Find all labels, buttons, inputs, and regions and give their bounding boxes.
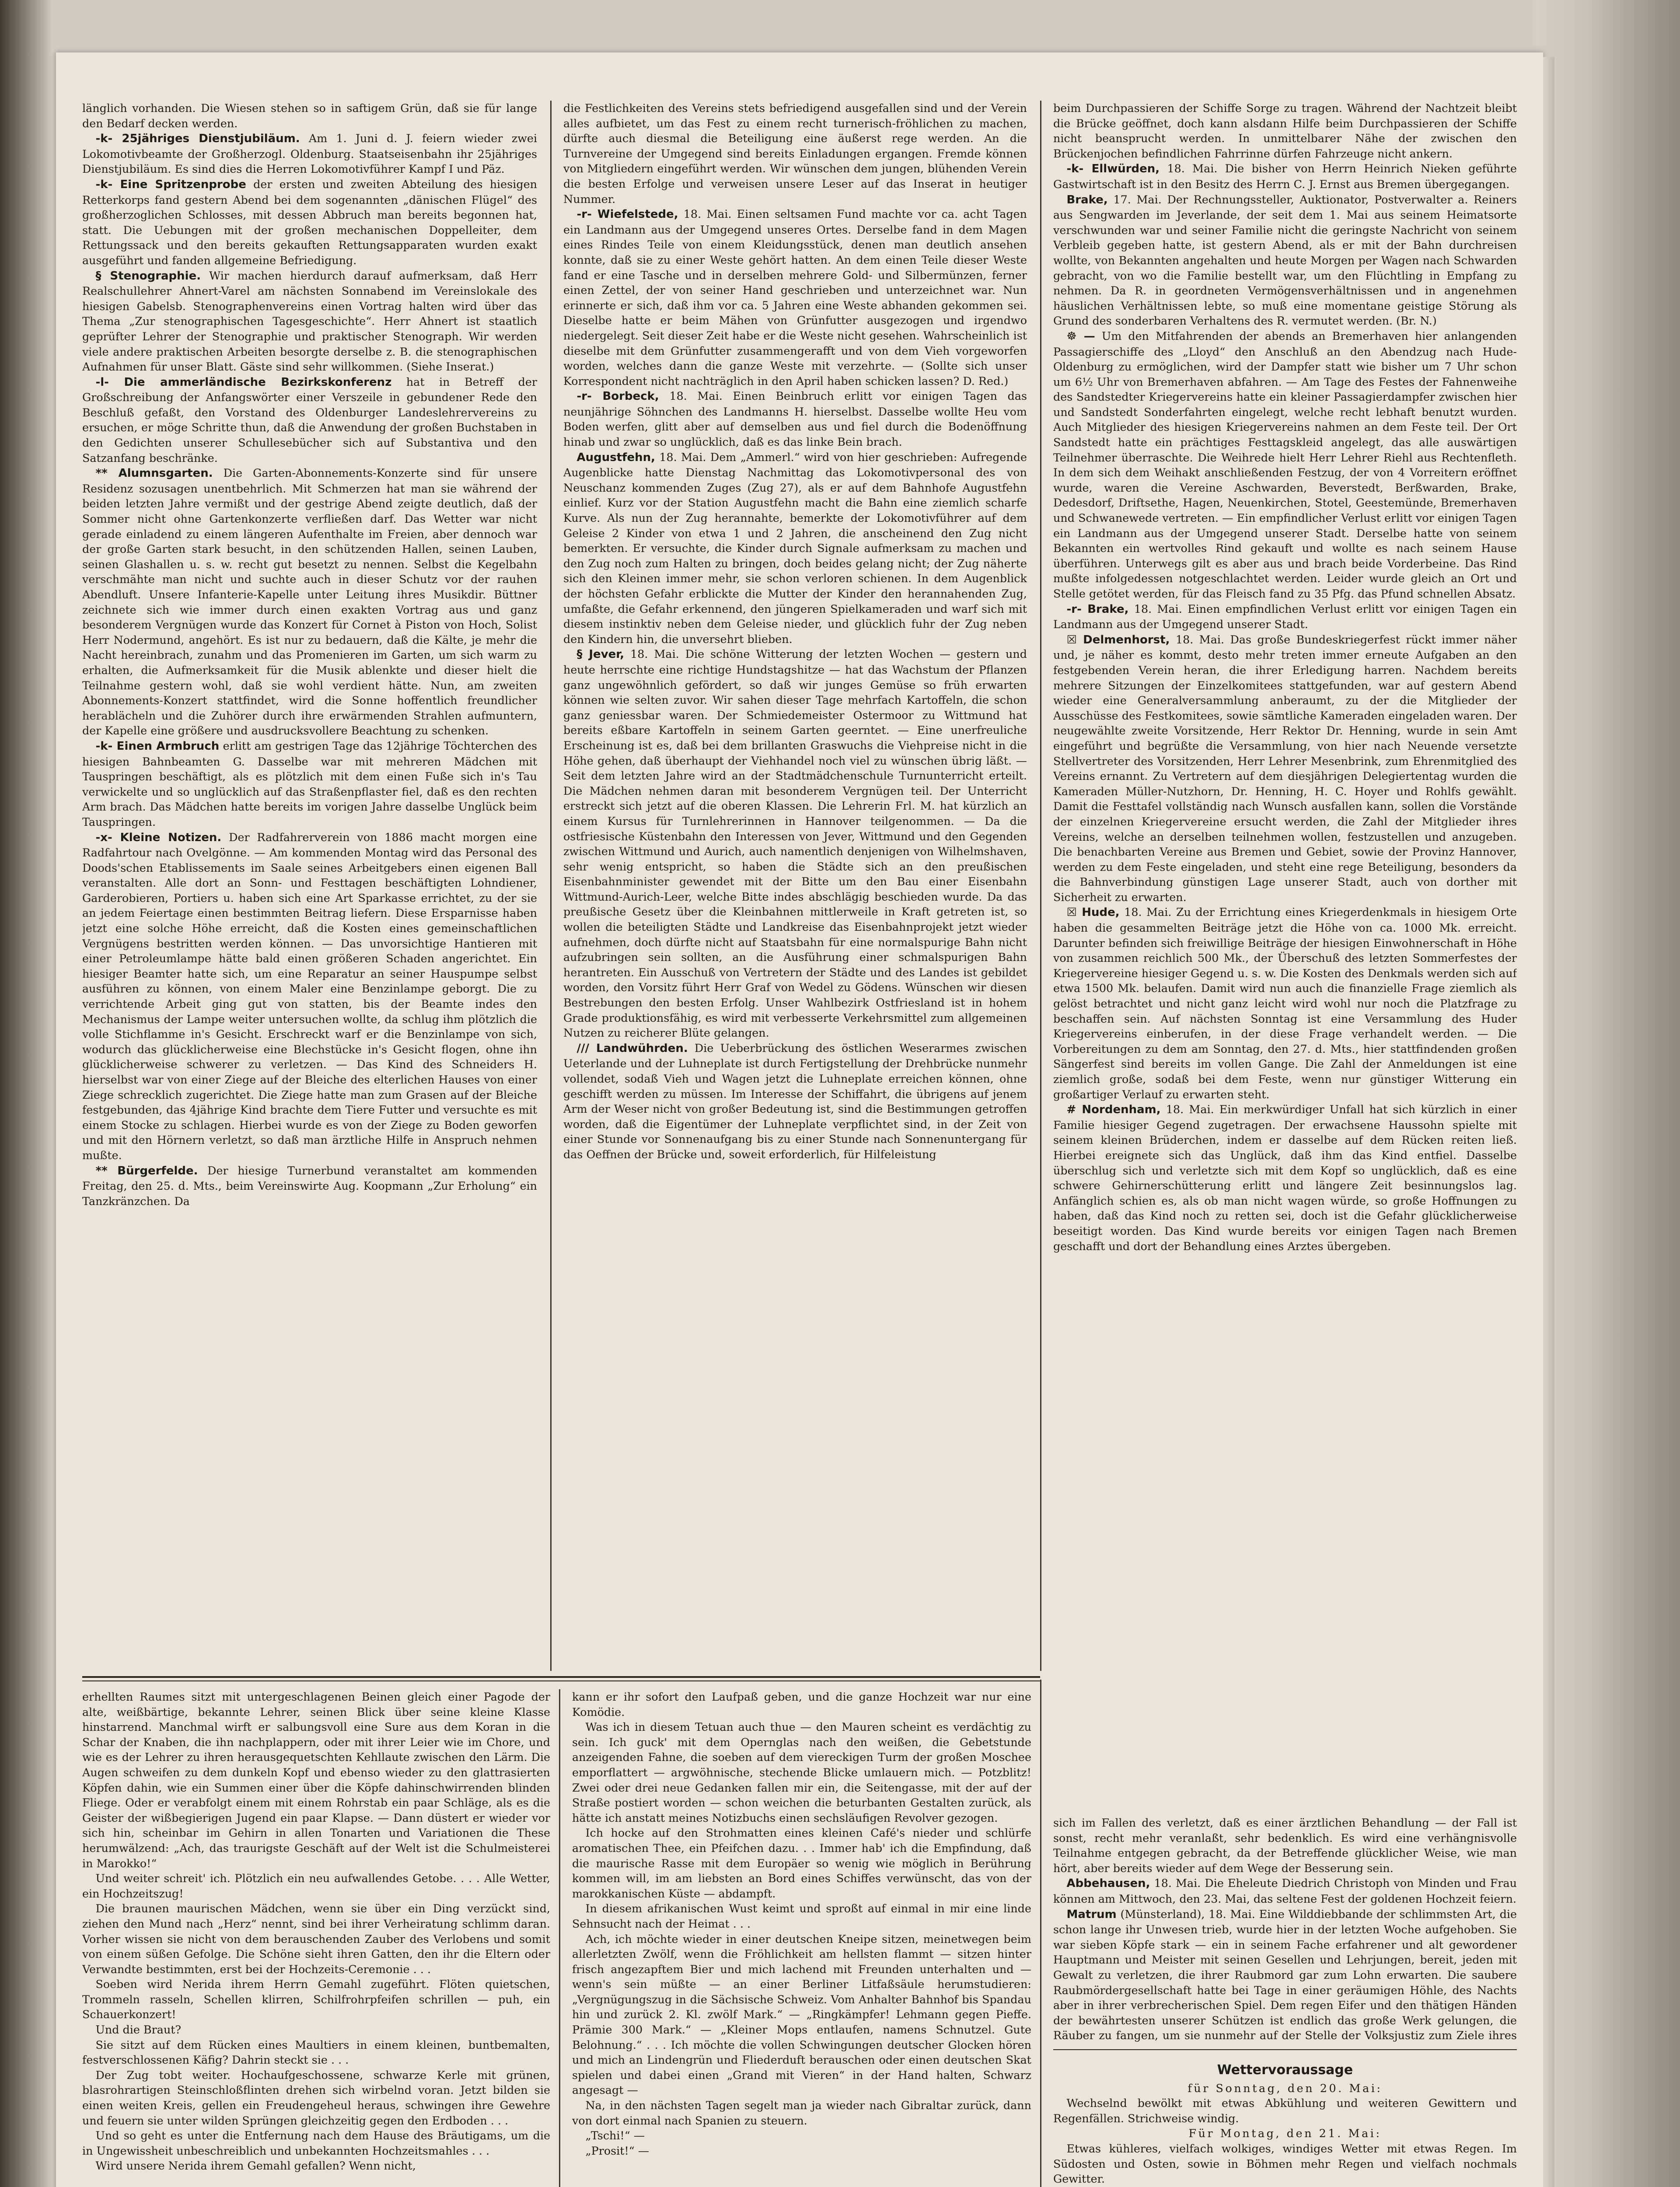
- article-text: Der Radfahrerverein von 1886 macht morgen eine Radfahrtour nach Ovelgönne. — Am kommenden Montag wird das Personal des Doods'schen Etablissements im Saale seines Arbeitgebers einen eigenen Ball veranstalten. Alle dort an Sonn- und Festtagen beschäftigten Lohndiener, Garderobieren, Portiers u. haben sich eine Art Sparkasse errichtet, zu der sie an jedem Feiertage einen bestimmten Beitrag liefern. Diese Ersparnisse haben jetzt eine solche Höhe erreicht, daß die Kosten eines gemeinschaftlichen Vergnügens bestritten werden können. — Das unvorsichtige Hantieren mit einer Petroleumlampe hätte bald einen größeren Schaden angerichtet. Ein hiesiger Beamter hatte sich, um eine Reparatur an seiner Hauspumpe selbst ausführen zu können, von einem Maler eine Benzinlampe geborgt. Die zu verrichtende Arbeit ging gut von statten, bis der Beamte indes den Mechanismus der Lampe weiter untersuchen wollte, da schlug ihm plötzlich die volle Stichflamme in's Gesicht. Erschreckt warf er die Benzinlampe von sich, wodurch das glücklicherweise eine Blechstücke in's Gesicht flogen, ohne ihn glücklicherweise schwerer zu verletzen. — Das Kind des Schneiders H. hierselbst war von einer Ziege auf der Bleiche des elterlichen Hauses von einer Ziege schrecklich zugerichtet. Die Ziege hatte man zum Grasen auf der Bleiche festgebunden, das 4jährige Kind brachte dem Tiere Futter und versuchte es mit einem Stocke zu schlagen. Hierbei wurde es von der Ziege zu Boden geworfen und mit den Hörnern verletzt, so daß man ärztliche Hilfe in Anspruch nehmen mußte.: [82, 830, 537, 1162]
- upper-column-2: [563, 101, 1027, 1671]
- article-paragraph: [572, 1901, 1031, 1931]
- article-headline: ☒ Delmenhorst,: [1066, 633, 1170, 646]
- article-headline: ☒ Hude,: [1066, 906, 1120, 919]
- article-text: die Festlichkeiten des Vereins stets befriedigend ausgefallen sind und der Verein alles aufbietet, um das Fest zu einem recht turnerisch-fröhlichen zu machen, dürfte auch diesmal die Beteiligung eine äußerst rege werden. An die Turnvereine der Umgegend sind bereits Einladungen ergangen. Fremde können von Mitgliedern eingeführt werden. Wir wünschen dem jungen, blühenden Verein die besten Erfolge und verweisen unsere Leser auf das Inserat in heutiger Nummer.: [563, 101, 1027, 206]
- article-text: 18. Mai. Die Eheleute Diedrich Christoph von Minden und Frau können am Mittwoch, den 23. Mai, das seltene Fest der goldenen Hochzeit feiern.: [1053, 1876, 1517, 1905]
- article-text: 18. Mai. Das große Bundeskriegerfest rückt immer näher und, je näher es kommt, desto mehr treten immer erneute Aufgaben an den festgebenden Verein heran, die ihrer Erledigung harren. Nachdem bereits mehrere Sitzungen der Einzelkomitees stattgefunden, war auf gestern Abend wieder eine Generalversammlung anberaumt, zu der die Mitglieder der Ausschüsse des Festkomitees, sowie sämtliche Kameraden eingeladen waren. Der neugewählte zweite Vorsitzende, Herr Rektor Dr. Henning, wurde in sein Amt eingeführt und begrüßte die Versammlung, von hier nach Neuende versetzte Stellvertreter des Vorsitzenden, Herr Lehrer Mesenbrink, zum Ehrenmitglied des Vereins ernannt. Zu Vertretern auf dem diesjährigen Delegiertentag wurden die Kameraden Müller-Nutzhorn, Dr. Henning, H. C. Hoyer und Rohlfs gewählt. Damit die Festtafel vollständig nach Wunsch ausfallen kann, sollen die Vorstände der einzelnen Kriegervereine ersucht werden, die Zahl der Mitglieder ihres Vereins, welche an derselben teilnehmen wollen, festzustellen und anzugeben. Die benachbarten Vereine aus Bremen und Gebiet, sowie der Provinz Hannover, werden zu dem Feste eingeladen, und steht eine rege Beteiligung, besonders da die Bahnverbindung günstigen Lage unserer Stadt, auch von dorther mit Sicherheit zu erwarten.: [1053, 632, 1517, 904]
- article-paragraph: [82, 1871, 550, 1901]
- article-text: Soeben wird Nerida ihrem Herrn Gemahl zugeführt. Flöten quietschen, Trommeln rasseln, Schellen klirren, Schilfrohrpfeifen schrillen — puh, ein Schauerkonzert!: [82, 1977, 550, 2021]
- weather-day1-text: Wechselnd bewölkt mit etwas Abkühlung und weiteren Gewittern und Regenfällen. Strichweise windig.: [1053, 2096, 1517, 2125]
- article-paragraph: [82, 2068, 550, 2128]
- article-text: Der Zug tobt weiter. Hochaufgeschossene, schwarze Kerle mit grünen, blasrohrartigen Steinschloßflinten drehen sich wirbelnd voran. Jetzt bilden sie einen weiten Kreis, gellen ein Freudengeheul heraus, schwingen ihre Gewehre und feuern sie unter wilden Sprüngen gleichzeitig gegen den Erdboden . . .: [82, 2068, 550, 2127]
- article-text: 18. Mai. Zu der Errichtung eines Kriegerdenkmals in hiesigem Orte haben die gesammelten Beiträge jetzt die Höhe von ca. 1000 Mk. erreicht. Darunter befinden sich freiwillige Beiträge der hiesigen Einwohnerschaft in Höhe von zusammen reichlich 500 Mk., der Überschuß des letzten Sommerfestes der Kriegervereine hiesiger Gegend u. s. w. Die Kosten des Denkmals werden sich auf etwa 1500 Mk. belaufen. Damit wird nun auch die finanzielle Frage ziemlich als gelöst betrachtet und nicht ganz leicht wird wohl nur noch die Platzfrage zu beschaffen sein. Auf nächsten Sonntag ist eine Versammlung des Huder Kriegervereins einberufen, in der diese Frage verhandelt werden. — Die Vorbereitungen zu dem am Sonntag, den 27. d. Mts., hier stattfindenden großen Sängerfest sind bereits im vollen Gange. Die Zahl der Anmeldungen ist eine ziemlich große, sodaß bei dem Feste, wenn nur günstiger Witterung ein großartiger Verlauf zu erwarten steht.: [1053, 905, 1517, 1101]
- article-headline: ** Bürgerfelde.: [95, 1164, 198, 1177]
- article-paragraph: [1053, 328, 1517, 601]
- article-text: Ich hocke auf den Strohmatten eines kleinen Café's nieder und schlürfe aromatischen Thee, ein Pfeifchen dazu. . . Immer hab' ich die Empfindung, daß die maurische Rasse mit dem Europäer so wenig wie möglich in Berührung kommen will, im am liebsten an Bord eines Schiffes verwünscht, das von der marokkanischen Küste — abdampft.: [572, 1826, 1031, 1900]
- feuilleton-divider-thin: [82, 1680, 1040, 1681]
- article-paragraph: [82, 2158, 550, 2173]
- article-paragraph: [572, 1719, 1031, 1825]
- article-text: länglich vorhanden. Die Wiesen stehen so in saftigem Grün, daß sie für lange den Bedarf decken werden.: [82, 101, 537, 130]
- article-text: Die Garten-Abonnements-Konzerte sind für unsere Residenz sozusagen unentbehrlich. Mit Schmerzen hat man sie während der beiden letzten Jahre vermißt und der gestrige Abend zeigte deutlich, daß der Sommer nicht ohne Gartenkonzerte verfließen darf. Das Wetter war nicht gerade einladend zu einem längeren Aufenthalte im Freien, aber dennoch war der große Garten stark besucht, in den schützenden Hallen, seinen Lauben, seinen Glashallen u. s. w. recht gut besetzt zu nennen. Selbst die Kegelbahn verschmähte man nicht und suchte auch in dieser Schutz vor der rauhen Abendluft. Unsere Infanterie-Kapelle unter Leitung ihres Musikdir. Büttner zeichnete sich wie immer durch einen exakten Vortrag aus und ganz besonderem Vergnügen wurde das Konzert für Cornet à Piston von Hoch, Solist Herr Nodermund, angehört. Es ist nur zu bedauern, daß die Kälte, je mehr die Nacht hereinbrach, zunahm und das Promenieren im Garten, um sich warm zu erhalten, die Aufmerksamkeit für die Musik ablenkte und dieser hielt die Teilnahme gestern wohl, daß sie wohl verdient hätte. Nun, am zweiten Abonnements-Konzert stattfindet, wird die Sonne hoffentlich freundlicher herablächeln und die Zuhörer durch ihre erwärmenden Strahlen aufmuntern, der Kapelle eine größere und ausdrucksvollere Beachtung zu schenken.: [82, 466, 537, 737]
- article-paragraph: [82, 2128, 550, 2158]
- article-paragraph: [82, 2022, 550, 2037]
- article-headline: -k- 25jähriges Dienstjubiläum.: [95, 132, 300, 146]
- article-headline: Abbehausen,: [1066, 1877, 1150, 1890]
- article-headline: # Nordenham,: [1066, 1103, 1161, 1117]
- article-paragraph: [1053, 905, 1517, 1102]
- upper-section: [56, 52, 1543, 1680]
- article-paragraph: [82, 268, 537, 374]
- article-text: 18. Mai. Dem „Ammerl.“ wird von hier geschrieben: Aufregende Augenblicke hatte Dienstag Nachmittag das Lokomotivpersonal des von Neuschanz kommenden Zuges (Zug 27), als er auf dem Bahnhofe Augustfehn einlief. Kurz vor der Station Augustfehn macht die Bahn eine ziemlich scharfe Kurve. Als nun der Zug herannahte, bemerkte der Lokomotivführer auf dem Geleise 2 Kinder von etwa 1 und 2 Jahren, die anscheinend den Zug nicht bemerkten. Er versuchte, die Kinder durch Signale aufmerksam zu machen und den Zug noch zum Halten zu bringen, doch beides gelang nicht; der Zug näherte sich den Kleinen immer mehr, sie schon verloren schienen. In dem Augenblick der höchsten Gefahr erblickte die Mutter der Kinder den herannahenden Zug, umfaßte, die Gefahr erkennend, den jüngeren Spielkameraden und warf sich mit diesem instinktiv neben dem Geleise nieder, und glücklich fuhr der Zug neben den Kindern hin, die unversehrt blieben.: [563, 450, 1027, 646]
- article-paragraph: [1053, 632, 1517, 905]
- article-text: Der hiesige Turnerbund veranstaltet am kommenden Freitag, den 25. d. Mts., beim Vereinswirte Aug. Koopmann „Zur Erholung“ ein Tanzkränzchen. Da: [82, 1163, 537, 1208]
- article-paragraph: [1053, 101, 1517, 161]
- article-headline: -k- Einen Armbruch: [95, 739, 220, 753]
- feuilleton-column-1: [82, 1689, 550, 2187]
- article-headline: -k- Ellwürden,: [1066, 162, 1160, 176]
- article-text: Und die Braut?: [95, 2023, 182, 2037]
- article-paragraph: [82, 1977, 550, 2022]
- article-paragraph: [82, 2037, 550, 2068]
- article-headline: Augustfehn,: [576, 451, 655, 464]
- article-headline: -r- Borbeck,: [576, 390, 659, 403]
- article-headline: -r- Brake,: [1066, 602, 1129, 616]
- article-text: „Prosit!“ —: [585, 2144, 650, 2157]
- article-text: Und weiter schreit' ich. Plötzlich ein neu aufwallendes Getobe. . . . Alle Wetter, ein Hochzeitszug!: [82, 1872, 550, 1900]
- article-paragraph: [82, 738, 537, 830]
- article-headline: -k- Eine Spritzenprobe: [95, 178, 246, 191]
- article-headline: § Stenographie.: [95, 269, 201, 283]
- article-text: 17. Mai. Der Rechnungssteller, Auktionator, Postverwalter a. Reiners aus Sengwarden im Jeverlande, der seit dem 1. Mai aus seinem Heimatsorte verschwunden war und seiner Familie nicht die geringste Nachricht von seinem Verbleib gegeben hatte, ist gestern Abend, als er mit der Bahn durchreisen wollte, von Bekannten angehalten und heute Morgen per Wagen nach Schwarden gebracht, von wo die Familie bestellt war, um den Flüchtling in Empfang zu nehmen. Da R. in geordneten Vermögensverhältnissen und in angenehmen häuslichen Verhältnissen lebte, so muß eine momentane geistige Störung als Grund des sonderbaren Verhaltens des R. vermutet werden. (Br. N.): [1053, 192, 1517, 328]
- article-paragraph: [1053, 601, 1517, 632]
- article-headline: ☸ —: [1066, 329, 1095, 343]
- article-paragraph: [1053, 192, 1517, 328]
- article-paragraph: [82, 177, 537, 268]
- newspaper-page: [56, 52, 1543, 2187]
- column-rule: [1040, 101, 1041, 1671]
- article-text: 18. Mai. Die schöne Witterung der letzten Wochen — gestern und heute herrschte eine richtige Hundstagshitze — hat das Wachstum der Pflanzen ganz ungewöhnlich gefördert, so daß wir junges Gemüse so früh erwarten können wie selten zuvor. Wir sahen dieser Tage mehrfach Kartoffeln, die schon ganz geniessbar waren. Der Schmiedemeister Ostermoor zu Wittmund hat bereits eßbare Kartoffeln in seinem Garten geerntet. — Eine unerfreuliche Erscheinung ist es, daß bei dem brillanten Graswuchs die Viehpreise nicht in die Höhe gehen, daß überhaupt der Viehhandel noch viel zu wünschen übrig läßt. — Seit dem letzten Jahre wird an der Stadtmädchenschule Turnunterricht erteilt. Die Mädchen nehmen daran mit besonderem Vergnügen teil. Der Unterricht erstreckt sich jetzt auf die oberen Klassen. Die Lehrerin Frl. M. hat kürzlich an einem Kursus für Turnlehrerinnen in Hannover teilgenommen. — Da die ostfriesische Küstenbahn den Interessen von Jever, Wittmund und den Gegenden zwischen Wittmund und Aurich, auch namentlich denjenigen von Wilhelmshaven, sehr wenig entspricht, so haben die Städte sich an den preußischen Eisenbahnminister gewendet mit der Bitte um den Bau einer Eisenbahn Wittmund-Aurich-Leer, welche Bitte indes abschlägig beschieden wurde. Da das preußische Gesetz über die Kleinbahnen mittlerweile in Kraft getreten ist, so wollen die beteiligten Städte und Landkreise das Eisenbahnprojekt jetzt wieder aufnehmen, doch dürfte nicht auf Staatsbahn für eine normalspurige Bahn nicht aufzubringen sein sollten, an die Ausführung einer schmalspurigen Bahn herantreten. Ein Ausschuß von Vertretern der Städte und des Landes ist gebildet worden, den Vorsitz führt Herr Graf von Wedel zu Gödens. Wünschen wir diesen Bestrebungen den besten Erfolg. Unser Wahlbezirk Ostfriesland ist in hohem Grade produktionsfähig, es wird mit verbesserte Verkehrsmittel zum allgemeinen Nutzen zu reicherer Blüte gelangen.: [563, 647, 1027, 1040]
- article-paragraph: [82, 1163, 537, 1209]
- article-paragraph: [563, 388, 1027, 449]
- article-text: In diesem afrikanischen Wust keimt und sproßt auf einmal in mir eine linde Sehnsucht nach der Heimat . . .: [572, 1902, 1031, 1930]
- feuilleton-column-2: [572, 1689, 1031, 2187]
- article-text: Am 1. Juni d. J. feiern wieder zwei Lokomotivbeamte der Großherzogl. Oldenburg. Staatseisenbahn ihr 25jähriges Dienstjubiläum. Es sind dies die Herren Lokomotivführer Kampf I und Päz.: [82, 132, 537, 176]
- article-text: 18. Mai. Die bisher von Herrn Heinrich Nieken geführte Gastwirtschaft ist in den Besitz des Herrn C. J. Ernst aus Bremen übergegangen.: [1053, 162, 1517, 191]
- article-paragraph: [563, 646, 1027, 1040]
- article-paragraph: [82, 1901, 550, 1977]
- article-text: Na, in den nächsten Tagen segelt man ja wieder nach Gibraltar zurück, dann von dort einmal nach Spanien zu steuern.: [572, 2099, 1031, 2127]
- article-text: 18. Mai. Einen seltsamen Fund machte vor ca. acht Tagen ein Landmann aus der Umgegend unseres Ortes. Derselbe fand in dem Magen eines Rindes Teile von einem Kleidungsstück, denen man deutlich ansehen konnte, daß sie zu einer Weste gehört hatten. An dem einen Teile dieser Weste fand er eine Tasche und in derselben mehrere Gold- und Silbermünzen, ferner einen Zettel, der von seiner Hand geschrieben und unterzeichnet war. Nun erinnerte er sich, daß ihm vor ca. 5 Jahren eine Weste abhanden gekommen sei. Dieselbe hatte er beim Mähen von Grünfutter ausgezogen und irgendwo niedergelegt. Seit dieser Zeit habe er die Weste nicht gesehen. Wahrscheinlich ist dieselbe mit dem Grünfutter zusammengerafft und von dem Vieh vorgeworfen worden, welches dann die ganze Weste mit verzehrte. — (Sollte sich unser Korrespondent nicht nachträglich in den April haben schicken lassen? D. Red.): [563, 207, 1027, 388]
- article-paragraph: [1053, 1815, 1517, 1876]
- weather-day2-heading: Für Montag, den 21. Mai:: [1188, 2127, 1382, 2140]
- weather-day2-text: Etwas kühleres, vielfach wolkiges, windiges Wetter mit etwas Regen. Im Südosten und Osten, sowie in Böhmen mehr Regen und vielfach nochmals Gewitter.: [1053, 2142, 1517, 2186]
- article-headline: /// Landwührden.: [576, 1041, 688, 1055]
- feuilleton-divider: [82, 1676, 1040, 1678]
- upper-column-3: [1053, 101, 1517, 1793]
- article-paragraph: [563, 450, 1027, 647]
- article-paragraph: [572, 2143, 1031, 2159]
- article-text: „Tschi!“ —: [585, 2129, 645, 2142]
- article-paragraph: [82, 465, 537, 738]
- article-paragraph: [82, 131, 537, 177]
- article-paragraph: [1053, 1876, 1517, 1906]
- article-paragraph: [82, 101, 537, 131]
- lower-section: [56, 1684, 1543, 2187]
- article-headline: § Jever,: [576, 648, 625, 661]
- article-text: Sie sitzt auf dem Rücken eines Maultiers in einem kleinen, buntbemalten, festverschlossenen Käfig? Dahrin steckt sie . . .: [82, 2038, 550, 2067]
- article-headline: ** Alumnsgarten.: [95, 467, 213, 480]
- article-paragraph: [563, 101, 1027, 206]
- upper-column-1: [82, 101, 537, 1671]
- weather-divider: [1053, 2049, 1517, 2050]
- article-headline: Brake,: [1066, 193, 1108, 206]
- article-paragraph: [563, 206, 1027, 388]
- article-text: erlitt am gestrigen Tage das 12jährige Töchterchen des hiesigen Bahnbeamten G. Dasselbe war mit mehreren Mädchen mit Tauspringen beschäftigt, als es plötzlich mit dem einen Fuße sich in's Tau verwickelte und so unglücklich auf das Straßenpflaster fiel, daß es den rechten Arm brach. Das Mädchen hatte bereits im vorigen Jahre dasselbe Unglück beim Tauspringen.: [82, 739, 537, 828]
- column-rule: [1040, 1680, 1041, 2187]
- article-headline: Matrum: [1066, 1908, 1117, 1921]
- article-paragraph: [82, 830, 537, 1163]
- article-paragraph: [82, 374, 537, 466]
- article-paragraph: [572, 1689, 1031, 1719]
- article-paragraph: [1053, 1907, 1517, 2043]
- article-text: erhellten Raumes sitzt mit untergeschlagenen Beinen gleich einer Pagode der alte, weißbärtige, bekannte Lehrer, seinen Blick über seine kleine Klasse hinstarrend. Manchmal wirft er salbungsvoll eine Sure aus dem Koran in die Schar der Knaben, die ihn nachplappern, oder mit ihrer Leier wie im Chore, und wie es der Lehrer zu ihren herausgequetschten Kehllaute zwischen den Lärm. Die Augen schweifen zu dem dunkeln Kopf und ebenso wieder zu den glattrasierten Köpfen dahin, wie ein Summen einer über die Köpfe dahinschwirrenden blinden Fliege. Oder er verabfolgt einem mit einem Rohrstab ein paar Schläge, als es die Geister der wißbegierigen Jugend ein paar Klapse. — Dann düstert er wieder vor sich hin, scheinbar im Gehirn in allen Tonarten und Variationen die These herumwälzend: „Ach, das traurigste Geschäft auf der Welt ist die Schulmeisterei in Marokko!“: [82, 1690, 550, 1870]
- article-text: der ersten und zweiten Abteilung des hiesigen Retterkorps fand gestern Abend bei dem sogenannten „dänischen Flügel“ des großherzoglichen Schlosses, mit dessen Abbruch man bereits begonnen hat, statt. Die Uebungen mit der großen mechanischen Doppelleiter, dem Rettungssack und den bereits gekauften Rettungsapparaten wurden exakt ausgeführt und fanden allgemeine Befriedigung.: [82, 177, 537, 267]
- scan-left-edge: [0, 0, 52, 2187]
- article-text: sich im Fallen des verletzt, daß es einer ärztlichen Behandlung — der Fall ist sonst, recht mehr veranlaßt, sehr bedenklich. Es wird eine verhängnisvolle Teilnahme entgegen gebracht, da der Betreffende glücklicher Weise, wie man hört, aber bereits wieder auf dem Wege der Besserung sein.: [1053, 1816, 1517, 1875]
- article-paragraph: [572, 1825, 1031, 1901]
- article-headline: -r- Wiefelstede,: [576, 208, 678, 221]
- article-text: Was ich in diesem Tetuan auch thue — den Mauren scheint es verdächtig zu sein. Ich guck' mit dem Opernglas nach den weißen, die Gebetstunde anzeigenden Fahne, die soeben auf dem viereckigen Turm der großen Moschee emporflattert — argwöhnische, stechende Blicke umlauern mich. — Potzblitz! Zwei oder drei neue Gedanken fallen mir ein, die Seitengasse, mit der auf der Straße postiert worden — schon weichen die beturbanten Gestalten zurück, als hätte ich anstatt meines Notizbuchs einen sechsläufigen Revolver gezogen.: [572, 1720, 1031, 1824]
- article-headline: -x- Kleine Notizen.: [95, 831, 222, 844]
- article-text: hat in Betreff der Großschreibung der Anfangswörter einer Verszeile in gebundener Rede den Beschluß gefaßt, den Vorstand des Oldenburger Landeslehrervereins zu ersuchen, er möge Schritte thun, daß die Anwendung der großen Buchstaben in den Gedichten unserer Schullesebücher sich auf Substantiva und den Satzanfang beschränke.: [82, 375, 537, 465]
- weather-forecast: [1053, 2060, 1517, 2187]
- article-text: 18. Mai. Einen Beinbruch erlitt vor einigen Tagen das neunjährige Söhnchen des Landmanns H. hierselbst. Dasselbe wollte Heu vom Boden werfen, glitt aber auf demselben aus und fiel durch die Bodenöffnung hinab und zwar so unglücklich, daß es das linke Bein brach.: [563, 389, 1027, 449]
- column-rule: [559, 1689, 560, 2187]
- weather-day1-heading: für Sonntag, den 20. Mai:: [1188, 2081, 1383, 2095]
- article-headline: -l- Die ammerländische Bezirkskonferenz: [95, 375, 392, 389]
- article-paragraph: [572, 2098, 1031, 2128]
- article-paragraph: [1053, 161, 1517, 192]
- article-text: 18. Mai. Einen empfindlichen Verlust erlitt vor einigen Tagen ein Landmann aus der Umgegend unserer Stadt.: [1053, 602, 1517, 631]
- article-paragraph: [572, 2128, 1031, 2143]
- article-text: Und so geht es unter die Entfernung nach dem Hause des Bräutigams, um die in Ungewissheit unbeschreiblich und unbekannten Hochzeitsmahles . . .: [82, 2129, 550, 2157]
- article-paragraph: [563, 1041, 1027, 1162]
- article-text: kann er ihr sofort den Laufpaß geben, und die ganze Hochzeit war nur eine Komödie.: [572, 1690, 1031, 1719]
- article-text: (Münsterland), 18. Mai. Eine Wilddiebbande der schlimmsten Art, die schon lange ihr Unwesen trieb, wurde hier in der letzten Woche aufgehoben. Sie war sieben Köpfe stark — ein in seinem Fache erfahrener und alt gewordener Hauptmann und Meister mit seinen Gesellen und Lehrjungen, bereit, jeden mit Gewalt zu verletzen, die ihrer Raubmord gar zum Lohn erwarten. Die saubere Raubmördergesellschaft hatte bei Tage in einer geräumigen Höhle, des Nachts aber in ihrer verbrecherischen Spiel. Dem regen Eifer und den thätigen Händen der bewährtesten unserer Schützen ist endlich das große Werk gelungen, die Räuber zu fangen, um sie nunmehr auf der Stelle der Volksjustiz zum Ziele ihres: [1053, 1907, 1517, 2042]
- article-paragraph: [572, 1932, 1031, 2098]
- lower-news-column: [1053, 1815, 1517, 2043]
- article-paragraph: [1053, 1102, 1517, 1254]
- column-rule: [550, 101, 552, 1671]
- scan-right-edge: [1536, 0, 1680, 2187]
- article-text: Wir machen hierdurch darauf aufmerksam, daß Herr Realschullehrer Ahnert-Varel am nächsten Sonnabend im Vereinslokale des hiesigen Gabelsb. Stenographenvereins einen Vortrag halten wird über das Thema „Zur stenographischen Tagesgeschichte“. Herr Ahnert ist staatlich geprüfter Lehrer der Stenographie und praktischer Stenograph. Wir werden viele andere praktischen Arbeiten besorgte derselbe z. B. die stenographischen Aufnahmen für unser Blatt. Gäste sind sehr willkommen. (Siehe Inserat.): [82, 269, 537, 374]
- article-text: Um den Mitfahrenden der abends an Bremerhaven hier anlangenden Passagierschiffe des „Lloyd“ den Anschluß an den Abendzug nach Hude-Oldenburg zu ermöglichen, wird der Dampfer statt wie bisher um 7 Uhr schon um 6½ Uhr von Bremerhaven abfahren. — Am Tage des Festes der Fahnenweihe des Sandstedter Kriegervereins hatte ein kleiner Passagierdampfer zwischen hier und Sandstedt Sonderfahrten eingelegt, welche recht lebhaft benutzt wurden. Auch Mitglieder des hiesigen Kriegervereins nahmen an dem Feste teil. Der Ort Sandstedt hatte ein prächtiges Festtagskleid angelegt, das alle auswärtigen Teilnehmer überraschte. Die Weihrede hielt Herr Lehrer Riehl aus Rechtenfleth. In dem sich dem Weihakt anschließenden Festzug, der von 4 Vorreitern eröffnet wurde, waren die Vereine Aschwarden, Beverstedt, Berßwarden, Brake, Dedesdorf, Driftsethe, Hagen, Neuenkirchen, Stotel, Geestemünde, Bremerhaven und Schwanewede vertreten. — Ein empfindlicher Verlust erlitt vor einigen Tagen ein Landmann aus der Umgegend unserer Stadt. Derselbe hatte von seinem Bekannten ein wertvolles Rind gekauft und wollte es nach seinem Hause überführen. Unterwegs gilt es aber aus und brach beide Vorderbeine. Das Rind mußte infolgedessen notgeschlachtet werden. Leider wurde gleich an Ort und Stelle getötet werden, für das Fleisch fand zu 35 Pfg. das Pfund schnellen Absatz.: [1053, 329, 1517, 600]
- weather-title: Wettervoraussage: [1217, 2062, 1353, 2078]
- article-text: beim Durchpassieren der Schiffe Sorge zu tragen. Während der Nachtzeit bleibt die Brücke geöffnet, doch kann alsdann Hilfe beim Durchpassieren der Schiffe nicht beansprucht werden. In unmittelbarer Nähe der zwischen den Brückenjochen befindlichen Fahrrinne dürfen Fahrzeuge nicht ankern.: [1053, 101, 1517, 160]
- article-text: 18. Mai. Ein merkwürdiger Unfall hat sich kürzlich in einer Familie hiesiger Gegend zugetragen. Der erwachsene Haussohn spielte mit seinem kleinen Brüderchen, indem er dasselbe auf dem Rücken reiten ließ. Hierbei ereignete sich das Unglück, daß ihm das Kind entfiel. Dasselbe überschlug sich und verletzte sich mit dem Kopf so unglücklich, daß es eine schwere Gehirnerschütterung erlitt und längere Zeit besinnungslos lag. Anfänglich schien es, als ob man nicht wagen würde, so große Hoffnungen zu haben, daß das Kind noch zu retten sei, doch ist die Gefahr glücklicherweise beseitigt worden. Das Kind wurde bereits vor einigen Tagen nach Bremen geschafft und dort der Behandlung eines Arztes übergeben.: [1053, 1103, 1517, 1253]
- article-paragraph: [82, 1689, 550, 1871]
- article-text: Die Ueberbrückung des östlichen Weserarmes zwischen Ueterlande und der Luhneplate ist durch Fertigstellung der Drehbrücke nunmehr vollendet, sodaß Vieh und Wagen jetzt die Luhneplate erreichen können, ohne geschifft werden zu müssen. Im Interesse der Schiffahrt, die übrigens auf jenem Arm der Weser nicht von großer Bedeutung ist, sind die Bestimmungen getroffen worden, daß die Eigentümer der Luhneplate verpflichtet sind, in der Zeit von einer Stunde vor Sonnenaufgang bis zu einer Stunde nach Sonnenuntergang für das Oeffnen der Brücke und, soweit erforderlich, für Hilfeleistung: [563, 1041, 1027, 1161]
- article-text: Wird unsere Nerida ihrem Gemahl gefallen? Wenn nicht,: [95, 2159, 416, 2173]
- article-text: Ach, ich möchte wieder in einer deutschen Kneipe sitzen, meinetwegen beim allerletzten Zwölf, wenn die Fröhlichkeit am hellsten flammt — sitzen hinter frisch angezapftem Bier und mich lachend mit Freunden unterhalten und — wenn's sein müßte — an einer Berliner Litfaßsäule herumstudieren: „Vergnügungszug in die Sächsische Schweiz. Vom Anhalter Bahnhof bis Spandau hin und zurück 2. Kl. zwölf Mark.“ — „Ringkämpfer! Lehmann gegen Pieffe. Prämie 300 Mark.“ — „Kleiner Mops entlaufen, namens Schnutzel. Gute Belohnung.“ . . . Ich möchte die vollen Schwingungen deutscher Glocken hören und mich an Lindengrün und Fliederduft berauschen oder einen deutschen Skat spielen und dabei einen „Grand mit Vieren“ in der Hand halten, Schwarz angesagt —: [572, 1932, 1031, 2097]
- article-text: Die braunen maurischen Mädchen, wenn sie über ein Ding verzückt sind, ziehen den Mund nach „Herz“ nennt, sind bei ihrer Verheiratung schlimm daran. Vorher wissen sie nicht von dem berauschenden Zauber des Verlobens und somit von einem süßen Gefolge. Die Schöne sieht ihren Gatten, den ihr die Eltern oder Verwandte bestimmten, erst bei der Hochzeits-Ceremonie . . .: [82, 1902, 550, 1976]
